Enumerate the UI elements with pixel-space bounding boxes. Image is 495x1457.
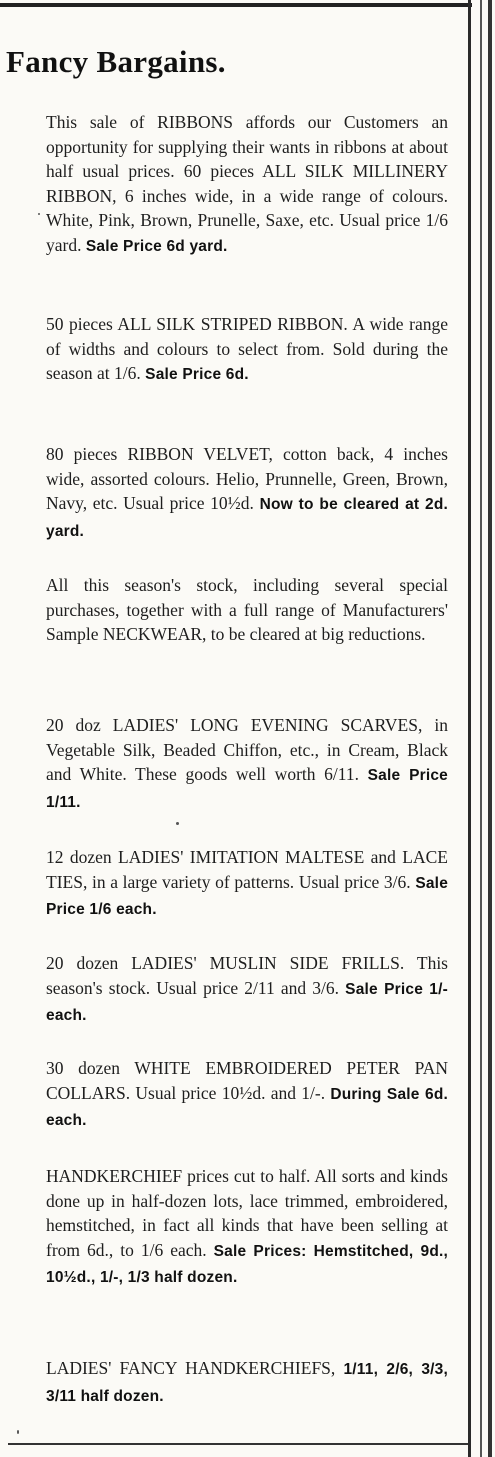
page-title: Fancy Bargains. [6, 44, 226, 79]
item-text: 30 dozen WHITE EMBROIDERED PETER PAN COLLARS. Usual price 10½d. and 1/-. [46, 1058, 448, 1103]
advert-item [46, 1056, 448, 1134]
sale-price: Sale Price 1/6 each. [46, 874, 449, 918]
sale-price: Sale Prices: Hemstitched, 9d., 10½d., 1/-, 1/3 half dozen. [46, 1242, 448, 1286]
right-column-rule-inner [480, 0, 482, 1457]
sale-price: 1/11, 2/6, 3/3, 3/11 half dozen. [46, 1361, 448, 1405]
advert-item [46, 442, 448, 544]
print-speck [38, 213, 40, 215]
item-text: HANDKERCHIEF prices cut to half. All sorts and kinds done up in half-dozen lots, lace trimmed, embroidered, hemstitched, in fact all kinds that have been selling at from 6d., to 1/6 each. [46, 1166, 448, 1260]
advert-item [46, 951, 448, 1029]
item-text: This sale of RIBBONS affords our Customers an opportunity for supplying their wants in ribbons at about half usual prices. 60 pieces ALL SILK MILLINERY RIBBON, 6 inches wide, in a wide range of colours. White, Pink, Brown, Prunelle, Saxe, etc. Usual price 1/6 yard. [46, 112, 448, 255]
item-text: 12 dozen LADIES' IMITATION MALTESE and LACE TIES, in a large variety of patterns. Usual price 3/6. [46, 847, 448, 892]
top-column-rule [0, 3, 472, 7]
right-column-rule-outer [488, 0, 492, 1457]
right-column-rule [468, 0, 471, 1457]
sale-price: Sale Price 1/11. [46, 767, 448, 811]
item-text: 80 pieces RIBBON VELVET, cotton back, 4 inches wide, assorted colours. Helio, Prunnelle, Green, Brown, Navy, etc. Usual price 10½d. [46, 444, 448, 513]
item-text: 20 doz LADIES' LONG EVENING SCARVES, in Vegetable Silk, Beaded Chiffon, etc., in Cream, Black and White. These goods well worth 6/11. [46, 715, 448, 784]
sale-price: Sale Price 6d. [145, 366, 249, 383]
bottom-column-rule [8, 1443, 468, 1445]
advert-item [46, 1164, 448, 1291]
advert-item [46, 312, 448, 388]
item-text: All this season's stock, including several special purchases, together with a full range of Manufacturers' Sample NECKWEAR, to be cleared at big reductions. [46, 575, 448, 644]
sale-price: Sale Price 6d yard. [85, 237, 228, 255]
advert-item [46, 110, 448, 259]
item-text: 50 pieces ALL SILK STRIPED RIBBON. A wide range of widths and colours to select from. Sold during the season at 1/6. [46, 314, 448, 383]
advert-item [46, 573, 448, 647]
print-speck [17, 1430, 19, 1434]
advert-item [46, 1356, 448, 1409]
sale-price: Sale Price 1/- each. [46, 980, 449, 1024]
item-text: 20 dozen LADIES' MUSLIN SIDE FRILLS. This season's stock. Usual price 2/11 and 3/6. [46, 953, 448, 998]
advert-item [46, 713, 448, 815]
print-speck [176, 822, 179, 825]
sale-price: During Sale 6d. each. [46, 1085, 448, 1129]
item-text: LADIES' FANCY HANDKERCHIEFS, [46, 1358, 336, 1378]
advert-item [46, 845, 448, 923]
sale-price: Now to be cleared at 2d. yard. [46, 496, 449, 540]
